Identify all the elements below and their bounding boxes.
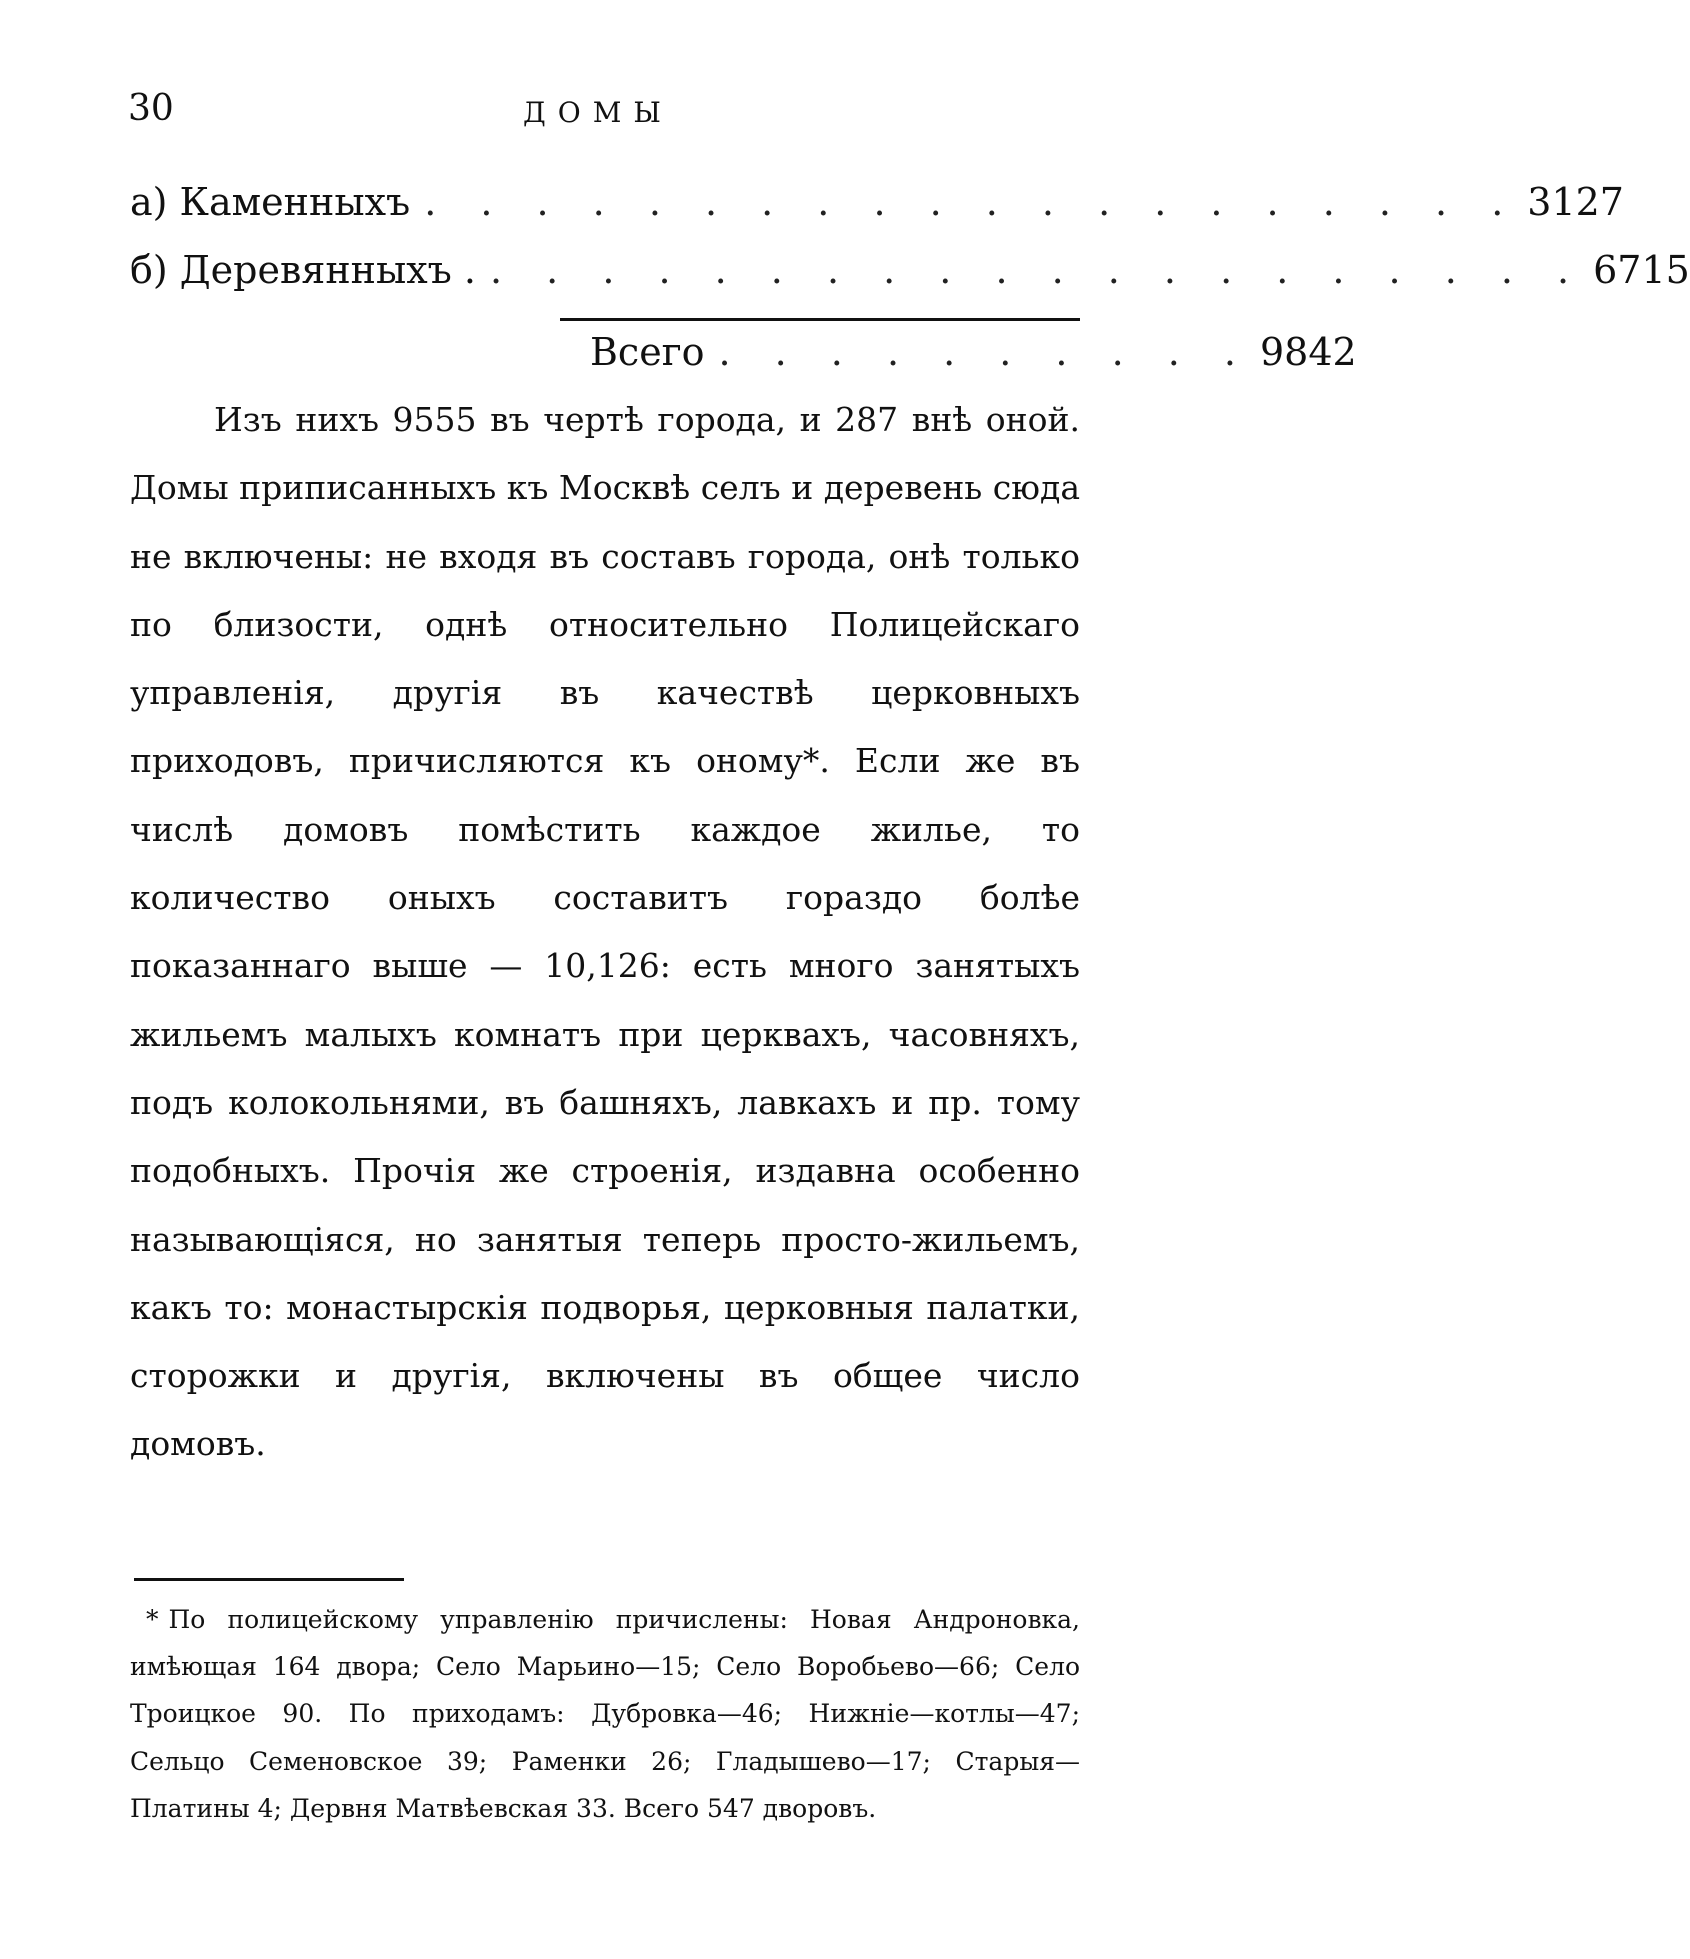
footnote (130, 1596, 1080, 1832)
body-paragraph: Изъ нихъ 9555 въ чертѣ города, и 287 внѣ оной. Домы приписанныхъ къ Москвѣ селъ и деревень сюда не включены: не входя въ составъ города, онѣ только по близости, однѣ относительно Полицейскаго управленія, другія въ качествѣ церковныхъ приходовъ, причисляются къ оному*. Если же въ числѣ домовъ помѣстить каждое жилье, то количество оныхъ составитъ гораздо болѣе показаннаго выше — 10,126: есть много занятыхъ жильемъ малыхъ комнатъ при церквахъ, часовняхъ, подъ колокольнями, въ башняхъ, лавкахъ и пр. тому подобныхъ. Прочія же строенія, издавна особенно называющіяся, но занятыя теперь просто-жильемъ, какъ то: монастырскія подворья, церковныя палатки, сторожки и другія, включены въ общее число домовъ. (130, 400, 1080, 1464)
tally-row-wood (130, 248, 1690, 308)
footnote-rule (134, 1578, 404, 1581)
page-header (128, 88, 1068, 148)
tally-value: 3127 (1527, 180, 1624, 224)
footnote-text: По полицейскому управленію причислены: Новая Андроновка, имѣющая 164 двора; Село Марьино—15; Село Воробьево—66; Село Троицкое 90. По приходамъ: Дубровка—46; Нижніе—котлы—47; Сельцо Семеновское 39; Раменки 26; Гладышево—17; Старыя—Платины 4; Дервня Матвѣевская 33. Всего 547 дворовъ. (130, 1605, 1080, 1823)
tally-label: б) Деревянныхъ . (130, 248, 477, 292)
page-number: 30 (128, 88, 174, 129)
total-label: Всего (590, 330, 705, 374)
tally-row-stone (130, 180, 1624, 240)
footnote-paragraph (130, 1596, 1080, 1832)
total-rule (560, 318, 1080, 321)
tally-row-total (590, 330, 1357, 390)
dot-leader: . . . . . . . . . . . . . . . . . . . . (424, 180, 1520, 224)
body-text (130, 386, 1080, 1479)
running-head: ДОМЫ (523, 96, 673, 129)
tally-label: а) Каменныхъ (130, 180, 411, 224)
dot-leader: . . . . . . . . . . . . . . . . . . . . (490, 248, 1586, 292)
total-value: 9842 (1260, 330, 1357, 374)
footnote-marker: * (146, 1605, 159, 1634)
dot-leader: . . . . . . . . . . (718, 330, 1252, 374)
tally-value: 6715 (1593, 248, 1690, 292)
